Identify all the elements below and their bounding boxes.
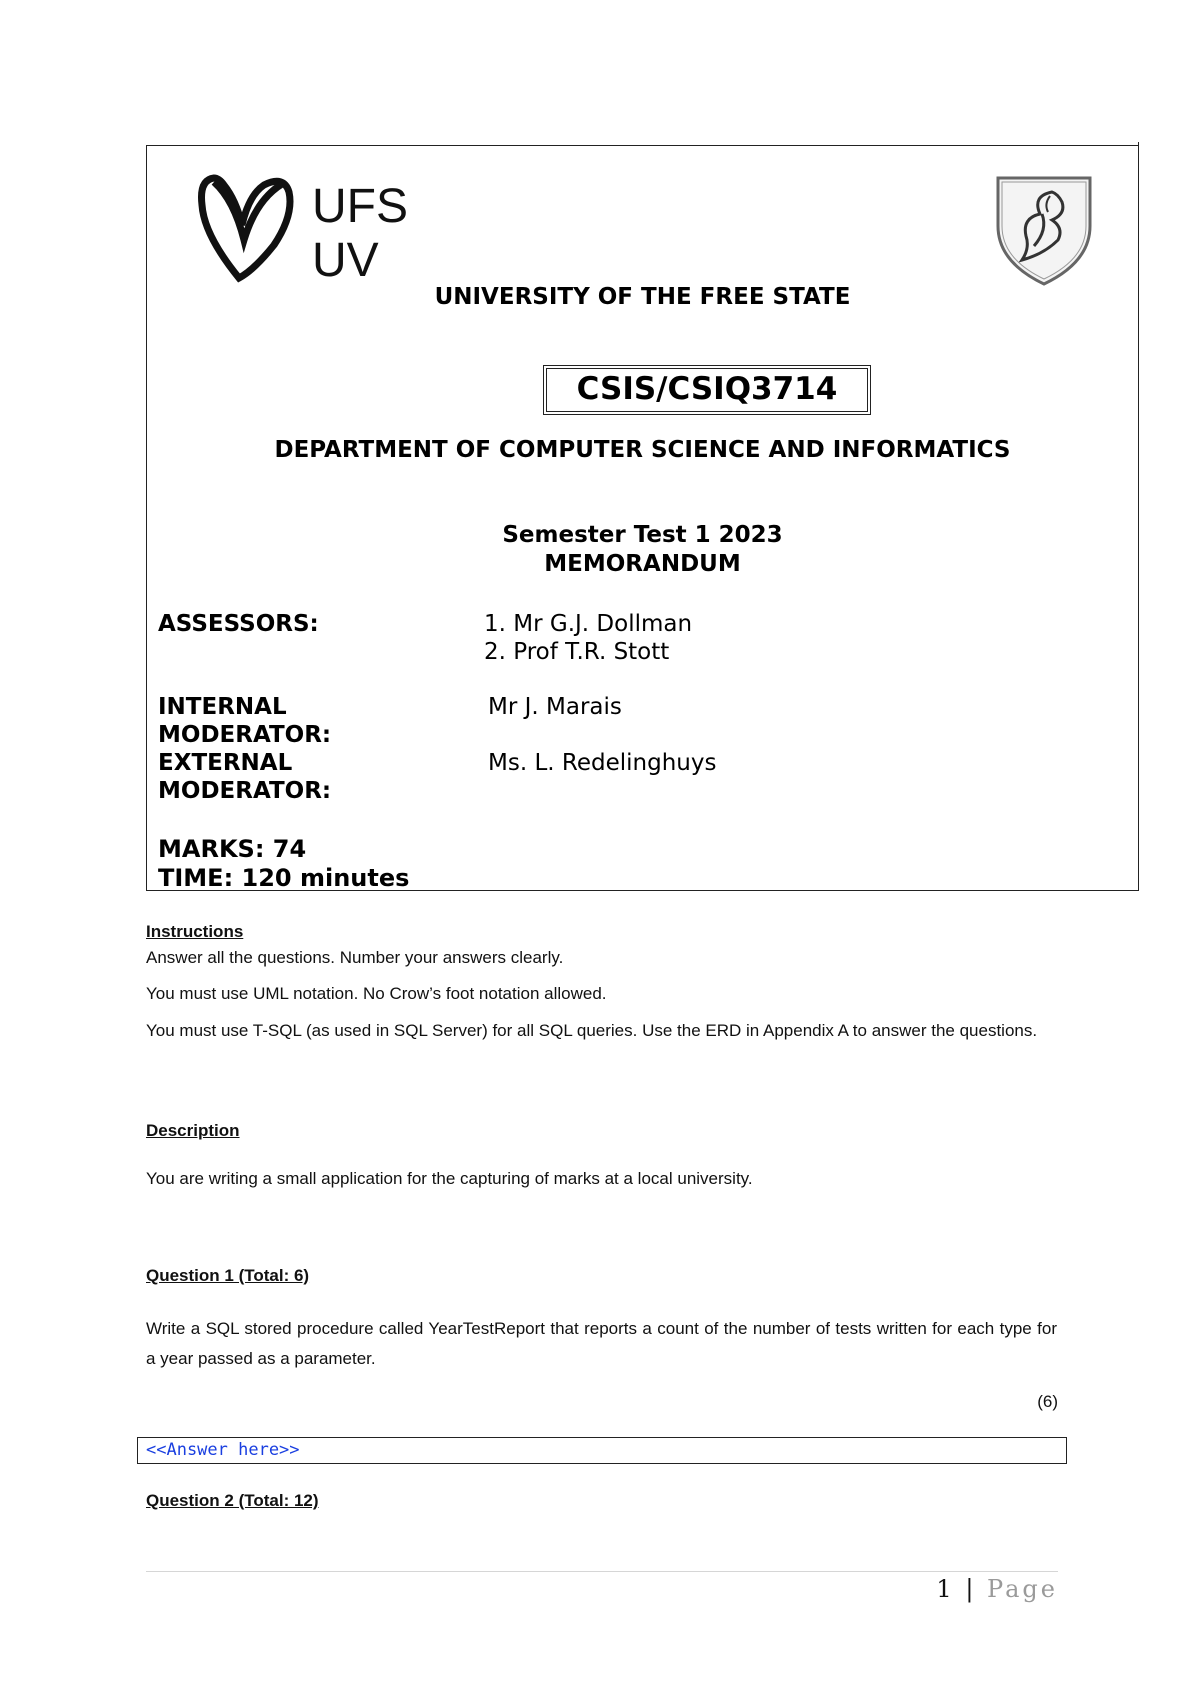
university-name: UNIVERSITY OF THE FREE STATE bbox=[434, 284, 851, 310]
question-1-text: Write a SQL stored procedure called YearTestReport that reports a count of the number of tests written for each type for a year passed as a parameter. bbox=[146, 1319, 1057, 1368]
page-separator: | bbox=[965, 1575, 977, 1603]
test-subtitle: MEMORANDUM bbox=[544, 551, 741, 577]
answer-field[interactable]: <<Answer here>> bbox=[137, 1437, 1067, 1464]
instruction-line-1: Answer all the questions. Number your answers clearly. bbox=[146, 948, 564, 967]
ufs-logo bbox=[194, 170, 434, 290]
instruction-line-3: You must use T-SQL (as used in SQL Server) for all SQL queries. Use the ERD in Appendix A to answer the questions. bbox=[146, 1021, 1038, 1040]
instructions-heading: Instructions bbox=[146, 922, 244, 941]
question-1-marks: (6) bbox=[1037, 1392, 1058, 1411]
page-label: Page bbox=[987, 1575, 1058, 1603]
test-title: Semester Test 1 2023 bbox=[502, 522, 783, 548]
logo-text-ufs: UFS bbox=[312, 180, 408, 233]
question-2-heading: Question 2 (Total: 12) bbox=[146, 1491, 319, 1510]
question-1-heading: Question 1 (Total: 6) bbox=[146, 1266, 310, 1285]
marks-total: MARKS: 74 bbox=[158, 835, 307, 863]
internal-label-line-2: MODERATOR: bbox=[158, 722, 332, 748]
university-crest bbox=[992, 174, 1096, 286]
page-footer bbox=[900, 1575, 1058, 1603]
instruction-line-2: You must use UML notation. No Crow’s foot notation allowed. bbox=[146, 984, 607, 1003]
time-total: TIME: 120 minutes bbox=[158, 864, 410, 892]
external-label-line-2: MODERATOR: bbox=[158, 778, 332, 804]
department-name: DEPARTMENT OF COMPUTER SCIENCE AND INFORMATICS bbox=[274, 437, 1011, 463]
internal-moderator-value: Mr J. Marais bbox=[488, 694, 622, 720]
assessors-label: ASSESSORS: bbox=[158, 611, 319, 637]
footer-divider bbox=[146, 1571, 1058, 1572]
internal-moderator-label bbox=[158, 693, 331, 749]
assessor-1: 1. Mr G.J. Dollman bbox=[484, 611, 693, 637]
external-moderator-value: Ms. L. Redelinghuys bbox=[488, 750, 717, 776]
description-text: You are writing a small application for the capturing of marks at a local university. bbox=[146, 1169, 753, 1188]
internal-label-line-1: INTERNAL bbox=[158, 694, 287, 720]
logo-text-uv: UV bbox=[312, 234, 379, 287]
description-heading: Description bbox=[146, 1121, 240, 1140]
page-number: 1 bbox=[936, 1575, 955, 1603]
assessor-2: 2. Prof T.R. Stott bbox=[484, 639, 670, 665]
test-title-block bbox=[420, 521, 865, 579]
external-label-line-1: EXTERNAL bbox=[158, 750, 293, 776]
course-code: CSIS/CSIQ3714 bbox=[546, 368, 868, 412]
external-moderator-label bbox=[158, 749, 331, 805]
